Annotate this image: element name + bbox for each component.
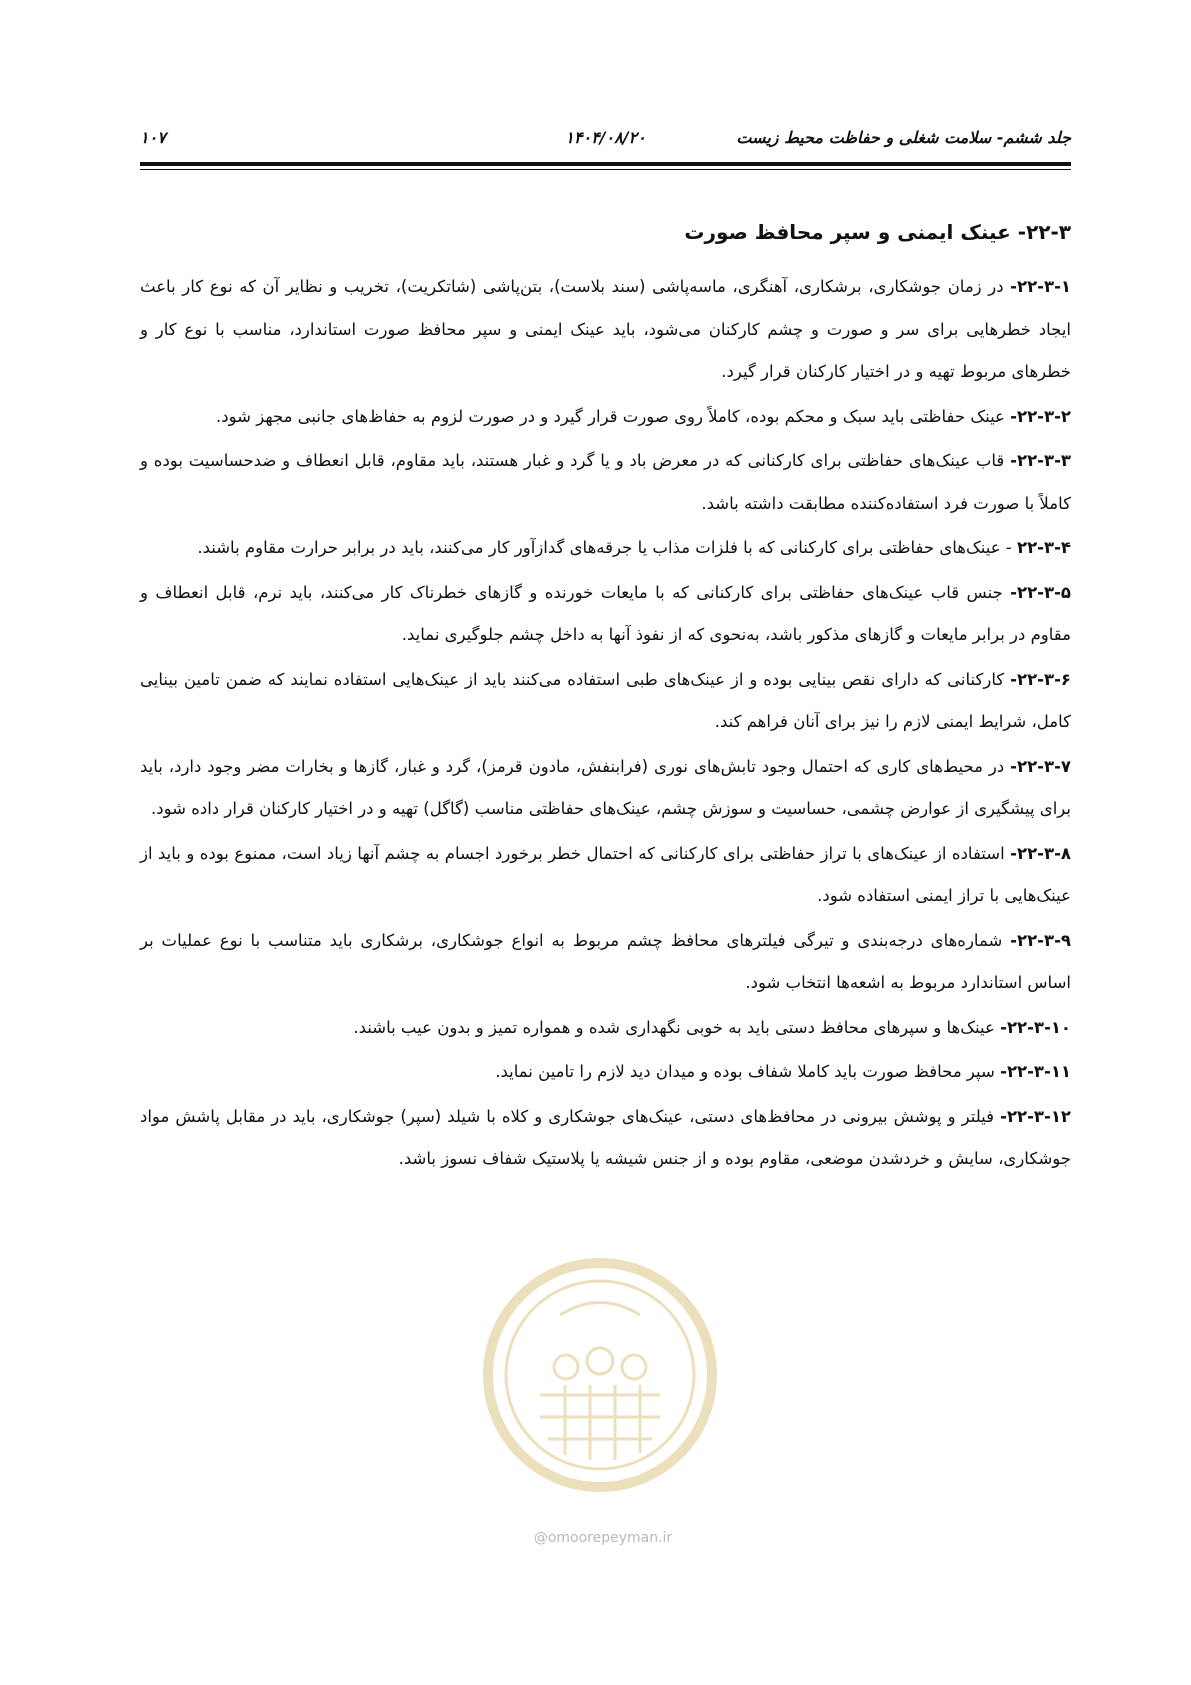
paragraph-22-3-8 xyxy=(140,833,1071,918)
clause-number: ۲۲-۳-۱۱- xyxy=(1000,1062,1071,1081)
paragraph-22-3-12 xyxy=(140,1096,1071,1181)
paragraph-22-3-3 xyxy=(140,440,1071,525)
clause-text: در زمان جوشکاری، برشکاری، آهنگری، ماسه‌پاشی (سند بلاست)، بتن‌پاشی (شاتکریت)، تخریب و نظایر آن که نوع کار باعث ایجاد خطرهایی برای سر و صورت و چشم کارکنان می‌شود، باید عینک ایمنی و سپر محافظ صورت استاندارد، مناسب با نوع کار و خطرهای مربوط تهیه و در اختیار کارکنان قرار گیرد. xyxy=(140,277,1071,381)
paragraph-22-3-7 xyxy=(140,746,1071,831)
clause-text: در محیط‌های کاری که احتمال وجود تابش‌های نوری (فرابنفش، مادون قرمز)، گرد و غبار، گازها و بخارات مضر وجود دارد، باید برای پیشگیری از عوارض چشمی، حساسیت و سوزش چشم، عینک‌های حفاظتی مناسب (گاگل) تهیه و در اختیار کارکنان قرار داده شود. xyxy=(140,756,1071,818)
header-rule-thick xyxy=(140,162,1071,166)
paragraph-22-3-11 xyxy=(140,1051,1071,1094)
section-title: ۲۲-۳- عینک ایمنی و سپر محافظ صورت xyxy=(684,220,1071,244)
paragraph-22-3-6 xyxy=(140,659,1071,744)
clause-text: قاب عینک‌های حفاظتی برای کارکنانی که در معرض باد و یا گرد و غبار هستند، باید مقاوم، قابل انعطاف و ضدحساسیت بوده و کاملاً با صورت فرد استفاده‌کننده مطابقت داشته باشد. xyxy=(140,451,1071,513)
page-number: ۱۰۷ xyxy=(140,128,166,147)
clause-number: ۲۲-۳-۳- xyxy=(1010,451,1071,470)
paragraph-22-3-10 xyxy=(140,1007,1071,1050)
paragraph-22-3-4 xyxy=(140,527,1071,570)
clause-text: کارکنانی که دارای نقص بینایی بوده و از عینک‌های طبی استفاده می‌کنند باید از عینک‌هایی استفاده نمایند که ضمن تامین بینایی کامل، شرایط ایمنی لازم را نیز برای آنان فراهم کند. xyxy=(140,669,1071,731)
clause-text: استفاده از عینک‌های با تراز حفاظتی برای کارکنانی که احتمال خطر برخورد اجسام به چشم آنها زیاد است، ممنوع بوده و باید از عینک‌هایی با تراز ایمنی استفاده شود. xyxy=(140,843,1071,905)
header-date: ۱۴۰۴/۰۸/۲۰ xyxy=(565,128,646,147)
clause-number: ۲۲-۳-۵- xyxy=(1010,582,1071,602)
clause-text: عینک حفاظتی باید سبک و محکم بوده، کاملاً روی صورت قرار گیرد و در صورت لزوم به حفاظ‌های جانبی مجهز شود. xyxy=(216,406,1011,426)
clause-number: ۲۲-۳-۸- xyxy=(1010,843,1071,863)
page-content xyxy=(140,212,1071,1183)
clause-number: ۲۲-۳-۱- xyxy=(1010,277,1071,296)
clause-number: ۲۲-۳-۱۲- xyxy=(1000,1106,1071,1126)
watermark-seal-icon xyxy=(470,1245,730,1515)
paragraph-22-3-9 xyxy=(140,920,1071,1005)
clause-text: جنس قاب عینک‌های حفاظتی برای کارکنانی که با مایعات خورنده و گازهای خطرناک کار می‌کنند، باید نرم، قابل انعطاف و مقاوم در برابر مایعات و گازهای مذکور باشد، به‌نحوی که از نفوذ آنها به داخل چشم جلوگیری نماید. xyxy=(140,582,1071,644)
paragraph-22-3-1 xyxy=(140,266,1071,394)
clause-number: ۲۲-۳-۱۰- xyxy=(1000,1017,1071,1037)
clause-text: فیلتر و پوشش بیرونی در محافظ‌های دستی، عینک‌های جوشکاری و کلاه با شیلد (سپر) جوشکاری، باید در مقابل پاشش مواد جوشکاری، سایش و خردشدن موضعی، مقاوم بوده و از جنس شیشه یا پلاستیک شفاف نسوز باشد. xyxy=(140,1106,1071,1168)
watermark-url: @omoorepeyman.ir xyxy=(533,1530,673,1546)
clause-number: ۲۲-۳-۴ xyxy=(1017,538,1071,557)
clause-number: ۲۲-۳-۷- xyxy=(1010,756,1071,776)
clause-text: شماره‌های درجه‌بندی و تیرگی فیلترهای محافظ چشم مربوط به انواع جوشکاری، برشکاری باید متناسب با نوع عملیات بر اساس استاندارد مربوط به اشعه‌ها انتخاب شود. xyxy=(140,930,1071,992)
header-rule-thin xyxy=(140,169,1071,170)
page-header xyxy=(140,128,1071,158)
clause-text: - عینک‌های حفاظتی برای کارکنانی که با فلزات مذاب یا جرقه‌های گدازآور کار می‌کنند، باید در برابر حرارت مقاوم باشند. xyxy=(197,538,1018,557)
clause-text: سپر محافظ صورت باید کاملا شفاف بوده و میدان دید لازم را تامین نماید. xyxy=(495,1062,1001,1081)
paragraph-22-3-2 xyxy=(140,396,1071,439)
clause-number: ۲۲-۳-۶- xyxy=(1010,669,1071,689)
book-volume-title: جلد ششم- سلامت شغلی و حفاظت محیط زیست xyxy=(736,128,1071,147)
paragraph-22-3-5 xyxy=(140,572,1071,657)
clause-text: عینک‌ها و سپرهای محافظ دستی باید به خوبی نگهداری شده و همواره تمیز و بدون عیب باشند. xyxy=(353,1017,1001,1037)
clause-number: ۲۲-۳-۹- xyxy=(1010,930,1071,950)
clause-number: ۲۲-۳-۲- xyxy=(1010,406,1071,426)
